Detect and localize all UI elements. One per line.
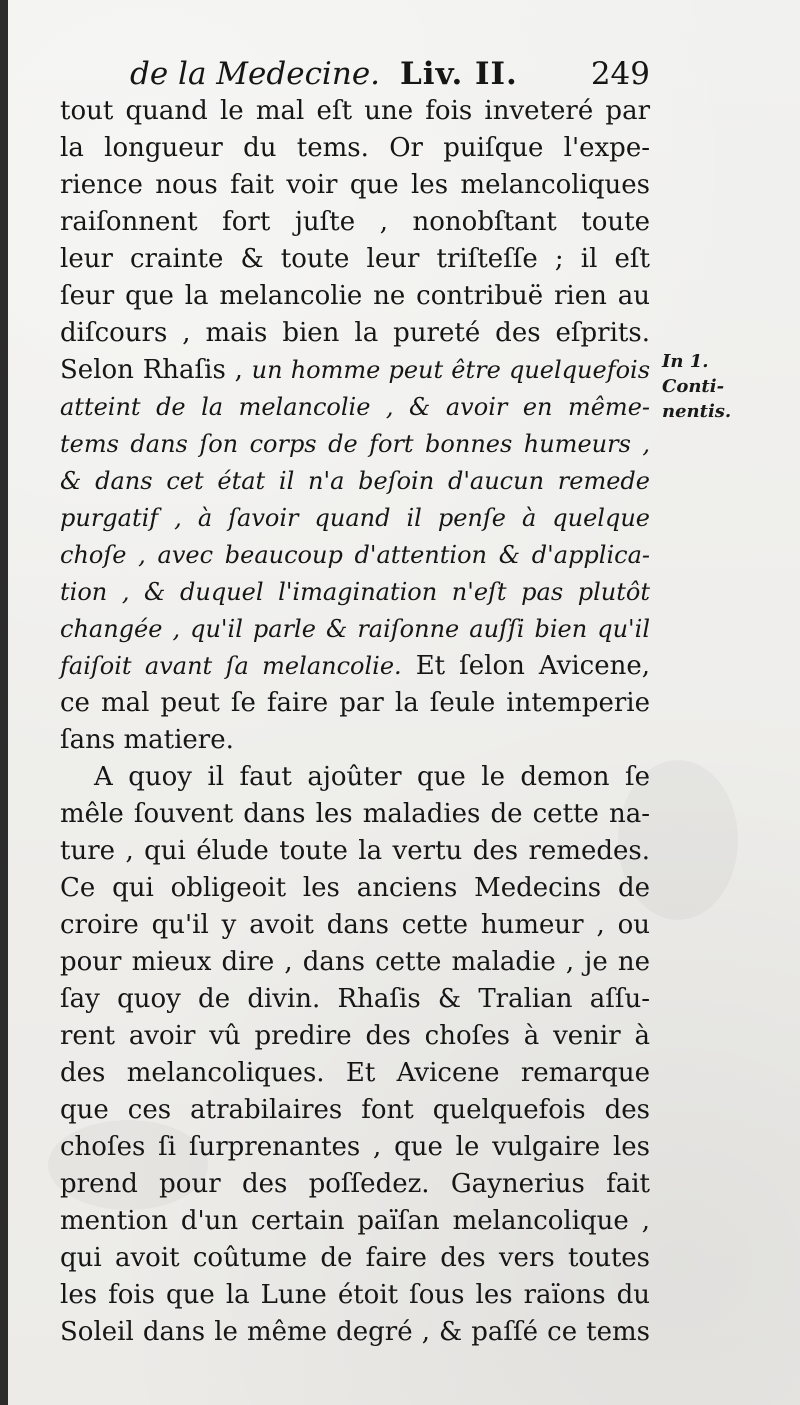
text-line: Soleil dans le même degré , & paſſé ce tems <box>60 1317 650 1347</box>
text-fragment: Selon Rhaſis , <box>60 355 243 385</box>
page-number: 249 <box>590 56 650 92</box>
margin-note-line: nentis. <box>662 401 732 422</box>
text-line: ture , qui élude toute la vertu des remedes. <box>60 836 650 866</box>
text-line: ſay quoy de divin. Rhaſis & Tralian aſſu- <box>60 984 650 1014</box>
margin-note-line: In 1. <box>662 351 709 372</box>
text-line: croire qu'il y avoit dans cette humeur , ou <box>60 910 650 940</box>
book-label: Liv. II. <box>400 56 518 92</box>
text-line: choſes ſi ſurprenantes , que le vulgaire les <box>60 1132 650 1162</box>
quotation-line: atteint de la melancolie , & avoir en même- <box>60 393 650 421</box>
text-line: ſans matiere. <box>60 725 234 755</box>
quotation-line: tion , & duquel l'imagination n'eſt pas plutôt <box>60 578 650 606</box>
text-line: leur crainte & toute leur triſteſſe ; il eſt <box>60 244 650 274</box>
quotation-line: choſe , avec beaucoup d'attention & d'applica- <box>60 541 650 569</box>
text-line: prend pour des poſſedez. Gaynerius fait <box>60 1169 650 1199</box>
text-line: que ces atrabilaires font quelquefois des <box>60 1095 650 1125</box>
text-line: mention d'un certain païſan melancolique , <box>60 1206 650 1236</box>
quotation-line: & dans cet état il n'a beſoin d'aucun remede <box>60 467 650 495</box>
text-line: des melancoliques. Et Avicene remarque <box>60 1058 650 1088</box>
text-line: les fois que la Lune étoit ſous les raïons du <box>60 1280 650 1310</box>
text-line: mêle ſouvent dans les maladies de cette na- <box>60 799 650 829</box>
body-text <box>60 93 650 1351</box>
text-line: ce mal peut ſe faire par la ſeule intemperie <box>60 688 650 718</box>
quotation-line: tems dans ſon corps de fort bonnes humeurs , <box>60 430 650 458</box>
text-line: qui avoit coûtume de faire des vers toutes <box>60 1243 650 1273</box>
text-line <box>60 648 650 685</box>
text-line: diſcours , mais bien la pureté des eſprits. <box>60 318 650 348</box>
text-line: A quoy il faut ajoûter que le demon ſe <box>94 762 650 792</box>
page-header <box>130 52 650 96</box>
text-line <box>60 352 650 389</box>
running-title: de la Medecine. <box>130 56 381 92</box>
text-line: tout quand le mal eſt une fois inveteré par <box>60 96 650 126</box>
quotation-fragment: faiſoit avant ſa melancolie. <box>60 652 402 680</box>
margin-note-line: Conti- <box>662 376 725 397</box>
text-fragment: Et ſelon Avicene, <box>415 651 650 681</box>
quotation-fragment: un homme peut être quelquefois <box>251 356 651 384</box>
text-line: rience nous fait voir que les melancoliques <box>60 170 650 200</box>
quotation-line: purgatif , à ſavoir quand il penſe à quelque <box>60 504 650 532</box>
margin-note <box>662 349 782 424</box>
text-line: raiſonnent fort juſte , nonobſtant toute <box>60 207 650 237</box>
text-line: Ce qui obligeoit les anciens Medecins de <box>60 873 650 903</box>
text-line: ſeur que la melancolie ne contribuë rien au <box>60 281 650 311</box>
quotation-line: changée , qu'il parle & raiſonne auſſi bien qu'il <box>60 615 650 643</box>
text-line: la longueur du tems. Or puiſque l'expe- <box>60 133 650 163</box>
text-line: pour mieux dire , dans cette maladie , je ne <box>60 947 650 977</box>
text-line: rent avoir vû predire des choſes à venir à <box>60 1021 650 1051</box>
